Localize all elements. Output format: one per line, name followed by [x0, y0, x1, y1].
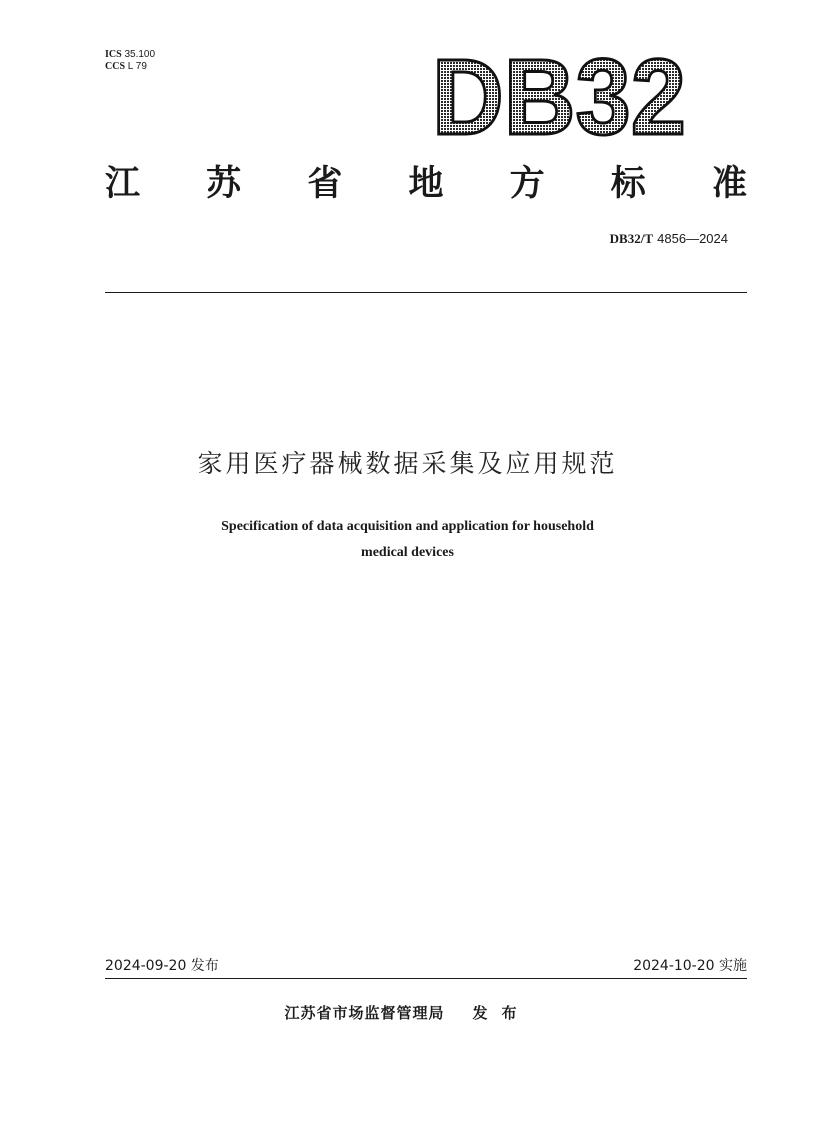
ics-label: ICS: [105, 49, 122, 60]
document-title-chinese: 家用医疗器械数据采集及应用规范: [197, 449, 618, 478]
english-title-line-2: medical devices: [361, 545, 454, 560]
standard-type-heading: [105, 162, 747, 206]
standard-type-char: 苏: [206, 164, 242, 204]
classification-codes: [105, 49, 155, 73]
ccs-label: CCS: [105, 61, 126, 72]
document-title-english: [0, 514, 815, 566]
ccs-code: [105, 61, 155, 73]
publisher-action: 发布: [472, 1004, 531, 1022]
standard-type-char: 标: [610, 164, 646, 204]
standard-type-char: 地: [408, 164, 444, 204]
publisher: [0, 1002, 815, 1024]
implementation-date: 2024-10-20 实施: [633, 958, 747, 974]
ics-code: [105, 49, 155, 61]
standard-number: [610, 231, 728, 248]
db32-logo-graphic: [432, 50, 692, 142]
standard-type-char: 准: [711, 164, 747, 204]
ics-value: 35.100: [124, 49, 156, 60]
release-date: 2024-09-20 发布: [105, 958, 219, 974]
standard-type-char: 省: [307, 164, 343, 204]
standard-type-char: 江: [105, 164, 141, 204]
standard-type-char: 方: [509, 164, 545, 204]
header-divider: [105, 292, 747, 293]
english-title-line-1: Specification of data acquisition and application for household: [221, 519, 594, 534]
standard-number-prefix: DB32/T: [609, 231, 654, 246]
publisher-organization: 江苏省市场监督管理局: [284, 1004, 445, 1022]
db32-logo-text: DB32: [432, 50, 686, 142]
ccs-value: L 79: [127, 61, 147, 72]
standard-number-value: 4856—2024: [657, 231, 728, 246]
footer-divider: [105, 978, 747, 979]
db32-logo: [432, 50, 692, 142]
